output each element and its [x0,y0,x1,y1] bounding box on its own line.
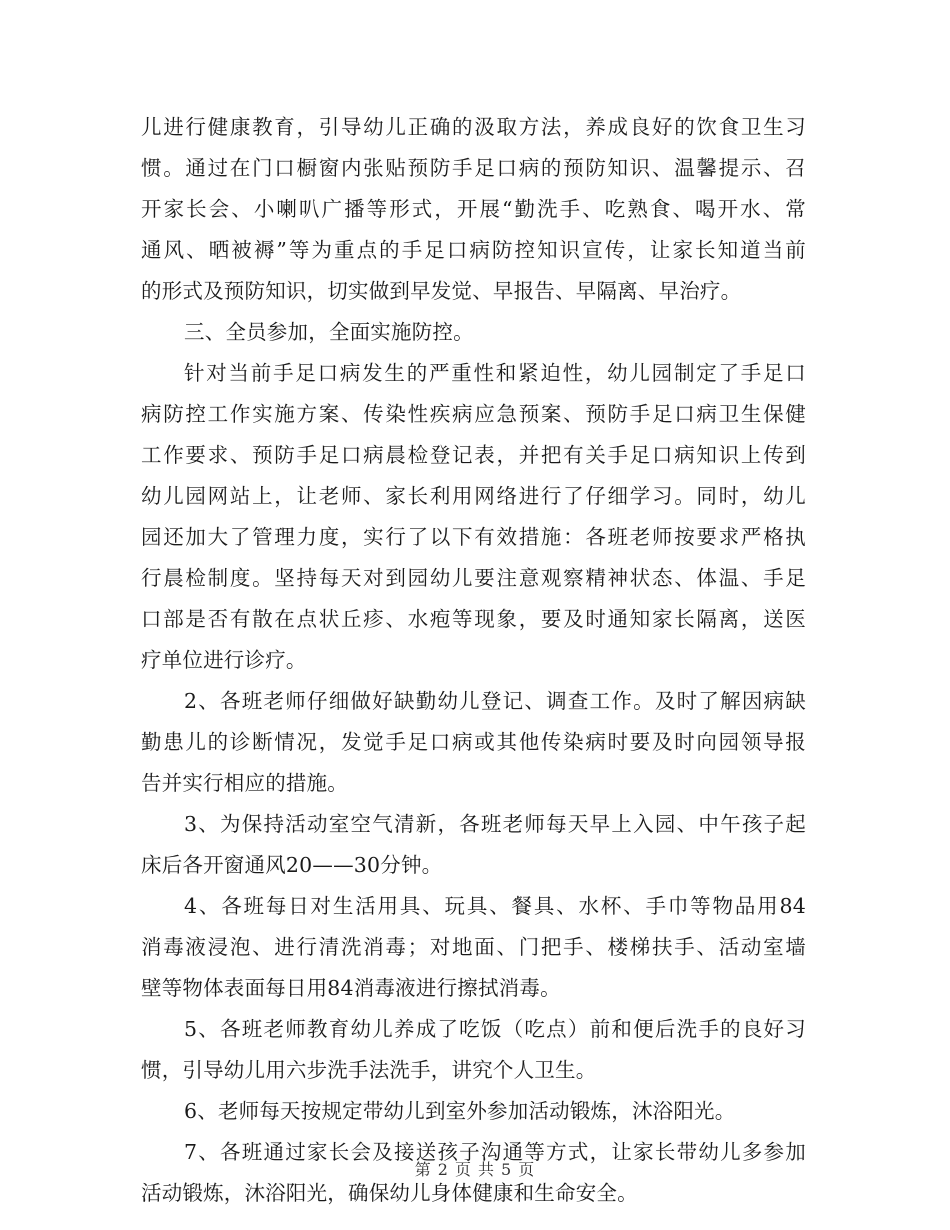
text-line: 行晨检制度。坚持每天对到园幼儿要注意观察精神状态、体温、手足 [141,566,806,590]
text-line: 惯。通过在门口橱窗内张贴预防手足口病的预防知识、温馨提示、召 [141,156,806,180]
text-line: 园还加大了管理力度，实行了以下有效措施：各班老师按要求严格执 [141,525,806,549]
page-footer [0,1157,950,1180]
footer-total-prefix: 共 [478,1160,496,1179]
text-line: 2、各班老师仔细做好缺勤幼儿登记、调查工作。及时了解因病缺 [184,689,806,713]
text-line: 开家长会、小喇叭广播等形式，开展“勤洗手、吃熟食、喝开水、常 [141,197,806,221]
text-line: 消毒液浸泡、进行清洗消毒；对地面、门把手、楼梯扶手、活动室墙 [141,935,806,959]
text-line: 病防控工作实施方案、传染性疾病应急预案、预防手足口病卫生保健 [141,402,806,426]
text-line: 通风、晒被褥”等为重点的手足口病防控知识宣传，让家长知道当前 [141,238,806,262]
text-line: 床后各开窗通风20——30分钟。 [141,853,443,877]
text-line: 7、各班通过家长会及接送孩子沟通等方式，让家长带幼儿多参加 [184,1140,806,1164]
text-line: 三、全员参加，全面实施防控。 [184,320,474,344]
text-line: 3、为保持活动室空气清新，各班老师每天早上入园、中午孩子起 [184,812,806,836]
text-line: 活动锻炼，沐浴阳光，确保幼儿身体健康和生命安全。 [141,1181,638,1205]
footer-total-pages: 5 [501,1160,513,1179]
footer-page-unit: 页 [454,1160,472,1179]
text-line: 告并实行相应的措施。 [141,771,348,795]
text-line: 针对当前手足口病发生的严重性和紧迫性，幼儿园制定了手足口 [184,361,806,385]
text-line: 4、各班每日对生活用具、玩具、餐具、水杯、手巾等物品用84 [184,894,806,918]
text-line: 惯，引导幼儿用六步洗手法洗手，讲究个人卫生。 [141,1058,597,1082]
text-line: 的形式及预防知识，切实做到早发觉、早报告、早隔离、早治疗。 [141,279,742,303]
text-line: 勤患儿的诊断情况，发觉手足口病或其他传染病时要及时向园领导报 [141,730,806,754]
footer-total-unit: 页 [518,1160,536,1179]
text-line: 5、各班老师教育幼儿养成了吃饭（吃点）前和便后洗手的良好习 [184,1017,806,1041]
text-line: 6、老师每天按规定带幼儿到室外参加活动锻炼，沐浴阳光。 [184,1099,736,1123]
footer-page-number: 2 [437,1160,449,1179]
text-line: 疗单位进行诊疗。 [141,648,307,672]
text-line: 壁等物体表面每日用84消毒液进行擦拭消毒。 [141,976,561,1000]
text-line: 工作要求、预防手足口病晨检登记表，并把有关手足口病知识上传到 [141,443,806,467]
text-line: 儿进行健康教育，引导幼儿正确的汲取方法，养成良好的饮食卫生习 [141,115,806,139]
document-body [141,107,806,1214]
text-line: 口部是否有散在点状丘疹、水疱等现象，要及时通知家长隔离，送医 [141,607,806,631]
footer-prefix: 第 [414,1160,432,1179]
text-line: 幼儿园网站上，让老师、家长利用网络进行了仔细学习。同时，幼儿 [141,484,806,508]
